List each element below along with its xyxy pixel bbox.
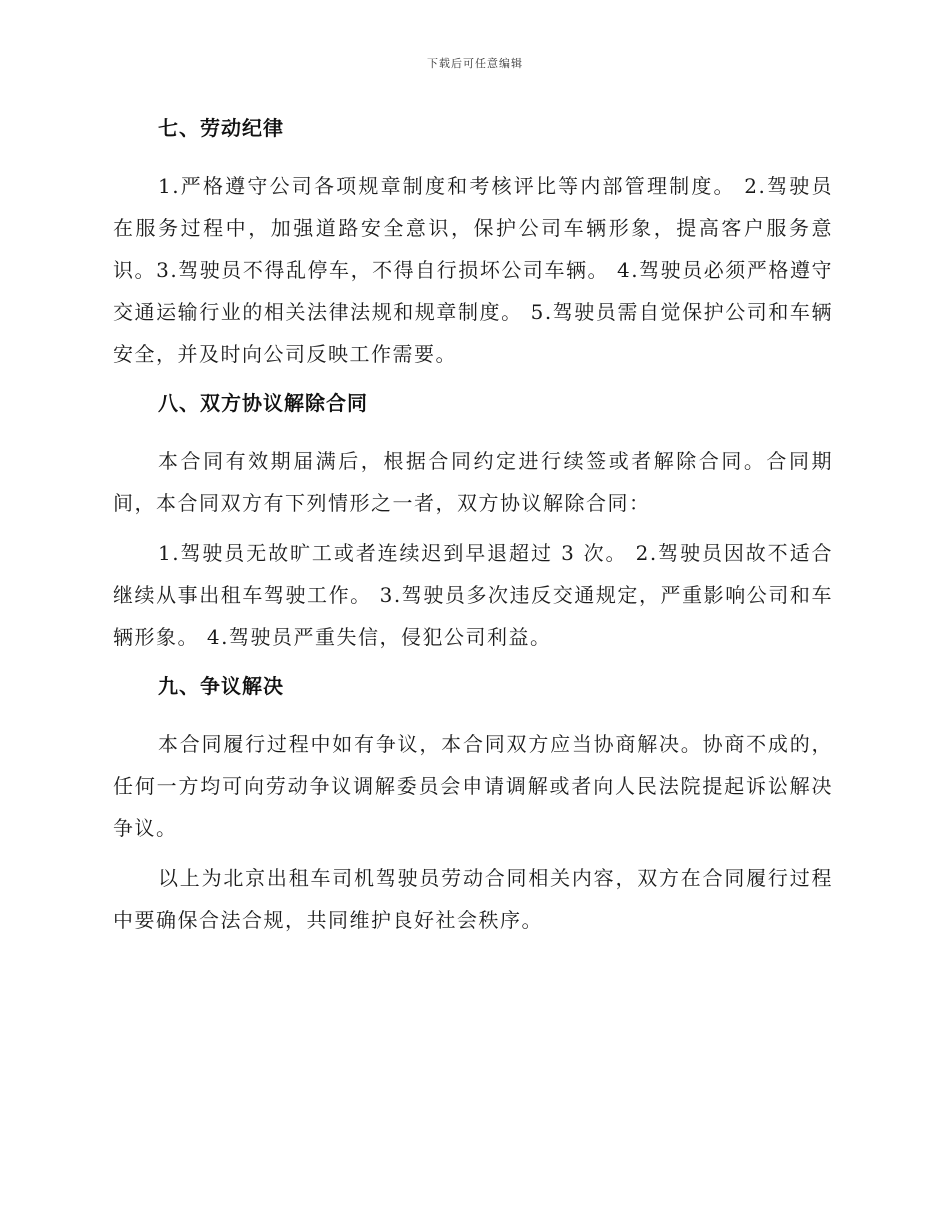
section-heading: 七、劳动纪律 [158,116,284,140]
section-heading: 八、双方协议解除合同 [158,391,368,415]
section-labor-discipline [113,108,833,375]
section-heading: 九、争议解决 [158,674,284,698]
paragraph: 1.严格遵守公司各项规章制度和考核评比等内部管理制度。 2.驾驶员在服务过程中，加强道路安全意识，保护公司车辆形象，提高客户服务意识。3.驾驶员不得乱停车，不得自行损坏公司车辆。 4.驾驶员必须严格遵守交通运输行业的相关法律法规和规章制度。 5.驾驶员需自觉保护公司和车辆安全，并及时向公司反映工作需要。 [113,174,833,366]
paragraph: 本合同履行过程中如有争议，本合同双方应当协商解决。协商不成的，任何一方均可向劳动争议调解委员会申请调解或者向人民法院提起诉讼解决争议。 [113,732,833,840]
paragraph: 1.驾驶员无故旷工或者连续迟到早退超过 3 次。 2.驾驶员因故不适合继续从事出租车驾驶工作。 3.驾驶员多次违反交通规定，严重影响公司和车辆形象。 4.驾驶员严重失信，侵犯公司利益。 [113,541,833,649]
section-dispute-resolution [113,666,833,941]
page-header: 下载后可任意编辑 [427,57,523,70]
document-body [113,108,833,949]
paragraph: 以上为北京出租车司机驾驶员劳动合同相关内容，双方在合同履行过程中要确保合法合规，共同维护良好社会秩序。 [113,866,833,932]
paragraph: 本合同有效期届满后，根据合同约定进行续签或者解除合同。合同期间，本合同双方有下列情形之一者，双方协议解除合同： [113,449,833,515]
section-contract-termination [113,383,833,658]
